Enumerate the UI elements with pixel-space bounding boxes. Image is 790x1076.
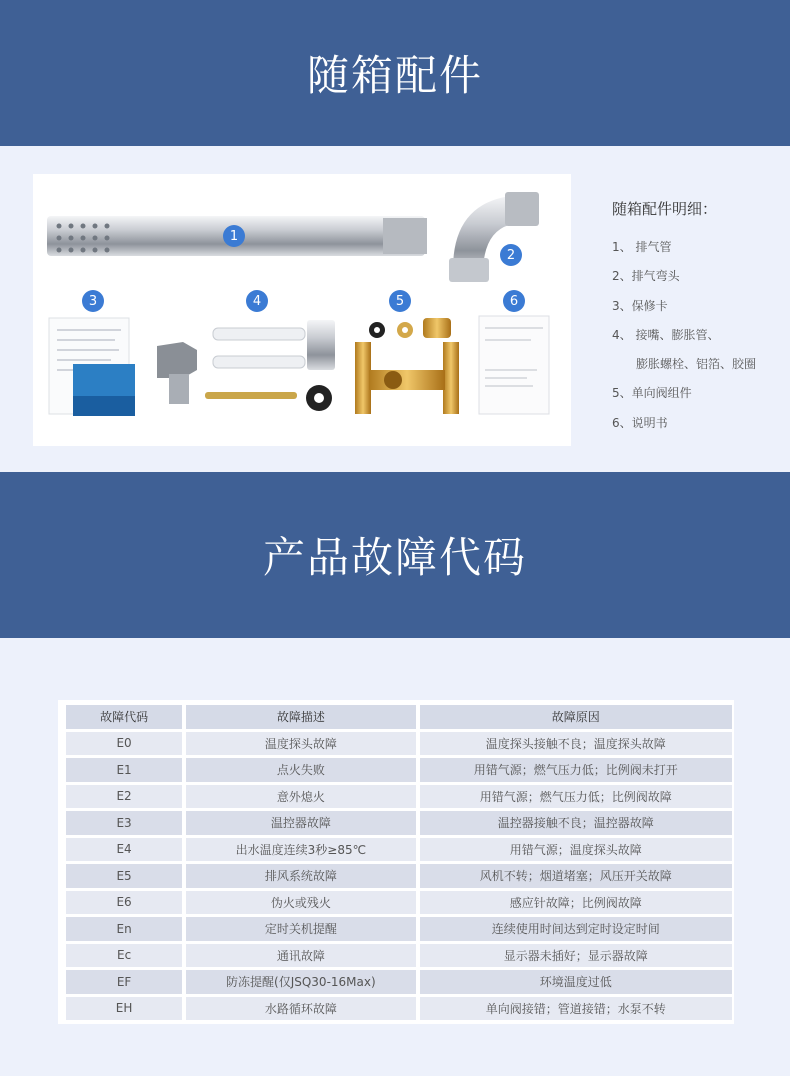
cell-cause: 单向阀接错；管道接错；水泵不转	[420, 997, 732, 1021]
cell-description: 意外熄火	[186, 785, 415, 809]
table-row	[66, 732, 732, 756]
header-cause: 故障原因	[420, 705, 732, 729]
section-banner-fault-codes	[0, 472, 790, 638]
cell-code: E3	[66, 811, 182, 835]
list-item: 2、排气弯头	[612, 269, 680, 284]
table-row	[66, 944, 732, 968]
cell-description: 定时关机提醒	[186, 917, 415, 941]
cell-code: E5	[66, 864, 182, 888]
badge-3: 3	[82, 290, 104, 312]
table-row	[66, 838, 732, 862]
cell-code: EF	[66, 970, 182, 994]
list-item: 4、 接嘴、膨胀管、	[612, 327, 720, 342]
cell-description: 通讯故障	[186, 944, 415, 968]
badge-4: 4	[246, 290, 268, 312]
cell-code: E1	[66, 758, 182, 782]
list-item: 5、单向阀组件	[612, 386, 692, 401]
cell-cause: 风机不转；烟道堵塞；风压开关故障	[420, 864, 732, 888]
cell-code: E6	[66, 891, 182, 915]
user-manual	[479, 316, 549, 414]
cell-cause: 温度探头接触不良；温度探头故障	[420, 732, 732, 756]
cell-cause: 温控器接触不良；温控器故障	[420, 811, 732, 835]
fittings-kit	[157, 320, 335, 411]
cell-description: 出水温度连续3秒≥85℃	[186, 838, 415, 862]
header-code: 故障代码	[66, 705, 182, 729]
badge-2: 2	[500, 244, 522, 266]
table-row	[66, 917, 732, 941]
accessories-list-title: 随箱配件明细：	[612, 200, 718, 218]
table-row	[66, 997, 732, 1021]
cell-code: E2	[66, 785, 182, 809]
cell-description: 防冻提醒(仅JSQ30-16Max)	[186, 970, 415, 994]
fault-code-table	[58, 700, 734, 1024]
accessories-photo	[33, 174, 571, 446]
table-row	[66, 891, 732, 915]
badge-1: 1	[223, 225, 245, 247]
accessories-list	[612, 198, 782, 438]
cell-cause: 环境温度过低	[420, 970, 732, 994]
badge-5: 5	[389, 290, 411, 312]
cell-description: 伪火或残火	[186, 891, 415, 915]
section-title-accessories: 随箱配件	[306, 51, 483, 100]
table-row	[66, 785, 732, 809]
list-item: 膨胀螺栓、铝箔、胶圈	[636, 357, 757, 372]
cell-cause: 连续使用时间达到定时设定时间	[420, 917, 732, 941]
cell-cause: 用错气源；燃气压力低；比例阀故障	[420, 785, 732, 809]
list-item: 1、 排气管	[612, 240, 672, 254]
cell-description: 温控器故障	[186, 811, 415, 835]
cell-cause: 用错气源；燃气压力低；比例阀未打开	[420, 758, 732, 782]
section-banner-accessories	[0, 0, 790, 146]
cell-description: 点火失败	[186, 758, 415, 782]
cell-code: Ec	[66, 944, 182, 968]
cell-cause: 用错气源；温度探头故障	[420, 838, 732, 862]
cell-code: E4	[66, 838, 182, 862]
cell-code: En	[66, 917, 182, 941]
warranty-card	[49, 318, 135, 416]
accessories-illustration	[33, 174, 571, 446]
check-valve	[355, 318, 459, 414]
section-title-fault-codes: 产品故障代码	[262, 533, 527, 582]
table-row	[66, 864, 732, 888]
cell-description: 排风系统故障	[186, 864, 415, 888]
list-item: 6、说明书	[612, 415, 668, 430]
table-row	[66, 811, 732, 835]
table-header-row	[66, 705, 732, 729]
cell-description: 温度探头故障	[186, 732, 415, 756]
exhaust-elbow	[449, 192, 539, 282]
cell-code: EH	[66, 997, 182, 1021]
cell-cause: 感应针故障；比例阀故障	[420, 891, 732, 915]
cell-cause: 显示器未插好；显示器故障	[420, 944, 732, 968]
header-description: 故障描述	[186, 705, 415, 729]
table-row	[66, 758, 732, 782]
table-row	[66, 970, 732, 994]
list-item: 3、保修卡	[612, 298, 668, 313]
fault-table	[62, 702, 736, 1023]
cell-description: 水路循环故障	[186, 997, 415, 1021]
badge-6: 6	[503, 290, 525, 312]
cell-code: E0	[66, 732, 182, 756]
